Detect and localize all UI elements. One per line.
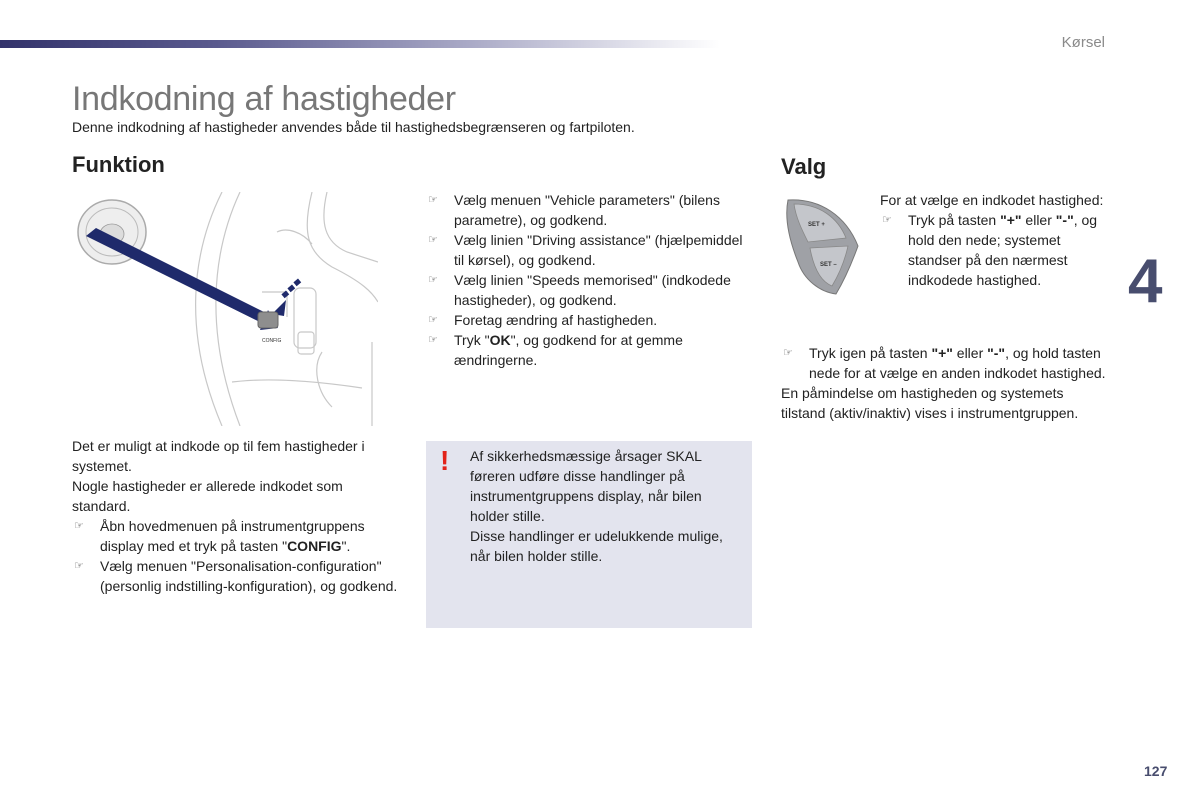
warning-box	[426, 441, 752, 628]
step-text: , og hold den nede; systemet standser på den nærmest indkodede hastighed.	[908, 212, 1098, 288]
plus-key-label: "+"	[931, 345, 953, 361]
list-item	[72, 516, 402, 556]
steering-wheel-illustration	[72, 192, 378, 426]
minus-key-label: "-"	[987, 345, 1006, 361]
header-gradient-bar	[0, 40, 720, 48]
pointing-hand-icon: ☞	[428, 314, 438, 326]
step-text: Vælg menuen "Personalisation-configuration" (personlig indstilling-konfiguration), og godkend.	[100, 558, 398, 594]
list-item	[426, 310, 756, 330]
pointing-hand-icon: ☞	[74, 520, 84, 532]
page-number: 127	[1144, 763, 1168, 779]
warning-text	[470, 446, 738, 566]
funktion-paragraph: Nogle hastigheder er allerede indkodet som standard.	[72, 478, 343, 514]
minus-key-label: "-"	[1055, 212, 1074, 228]
pointing-hand-icon: ☞	[882, 214, 892, 226]
list-item	[426, 230, 756, 270]
list-item	[426, 330, 756, 370]
warning-paragraph: Disse handlinger er udelukkende mulige, når bilen holder stille.	[470, 528, 723, 564]
pointing-hand-icon: ☞	[428, 334, 438, 346]
step-text: eller	[1021, 212, 1056, 228]
valg-intro: For at vælge en indkodet hastighed:	[880, 192, 1104, 208]
plus-key-label: "+"	[1000, 212, 1022, 228]
list-item	[426, 270, 756, 310]
valg-text-bottom	[781, 343, 1111, 423]
config-key-label: CONFIG	[287, 538, 342, 554]
page-title: Indkodning af hastigheder	[72, 80, 456, 118]
step-text: , og hold tasten nede for at vælge en anden indkodet hastighed.	[809, 345, 1106, 381]
pointing-hand-icon: ☞	[783, 347, 793, 359]
step-text: ", og godkend for at gemme ændringerne.	[454, 332, 683, 368]
config-key-label: CONFIG	[262, 338, 282, 344]
pointing-hand-icon: ☞	[74, 560, 84, 572]
step-text: eller	[952, 345, 988, 361]
section-label: Kørsel	[1061, 34, 1105, 51]
pointing-hand-icon: ☞	[428, 194, 438, 206]
chapter-number: 4	[1128, 247, 1163, 316]
steps-list	[426, 190, 756, 370]
funktion-text	[72, 436, 402, 596]
step-text: Vælg menuen "Vehicle parameters" (bilens parametre), og godkend.	[454, 192, 720, 228]
step-text: Tryk igen på tasten	[809, 345, 932, 361]
heading-valg: Valg	[781, 154, 827, 179]
list-item	[426, 190, 756, 230]
set-plus-label: SET +	[808, 222, 825, 228]
set-buttons-illustration	[780, 196, 860, 296]
funktion-paragraph: Det er muligt at indkode op til fem hastigheder i systemet.	[72, 438, 365, 474]
step-text: Tryk "	[454, 332, 490, 348]
valg-text-top	[880, 190, 1110, 290]
intro-text: Denne indkodning af hastigheder anvendes både til hastighedsbegrænseren og fartpiloten.	[72, 119, 635, 135]
step-text: Åbn hovedmenuen på instrumentgruppens display med et tryk på tasten "	[100, 518, 365, 554]
warning-paragraph: Af sikkerhedsmæssige årsager SKAL føreren udføre disse handlinger på instrumentgruppens display, når bilen holder stille.	[470, 448, 702, 524]
step-text: Vælg linien "Speeds memorised" (indkodede hastigheder), og godkend.	[454, 272, 731, 308]
step-text: Foretag ændring af hastigheden.	[454, 312, 658, 328]
set-minus-label: SET –	[820, 262, 837, 268]
list-item	[781, 343, 1111, 383]
pointing-hand-icon: ☞	[428, 234, 438, 246]
valg-reminder: En påmindelse om hastigheden og systemets tilstand (aktiv/inaktiv) vises i instrumentgruppen.	[781, 385, 1079, 421]
list-item	[880, 210, 1110, 290]
heading-funktion: Funktion	[72, 152, 165, 177]
step-text: ".	[341, 538, 351, 554]
step-text: Vælg linien "Driving assistance" (hjælpemiddel til kørsel), og godkend.	[454, 232, 743, 268]
ok-key-label: OK	[489, 332, 511, 348]
step-text: Tryk på tasten	[908, 212, 1001, 228]
pointing-hand-icon: ☞	[428, 274, 438, 286]
list-item	[72, 556, 402, 596]
warning-icon: !	[440, 445, 450, 476]
